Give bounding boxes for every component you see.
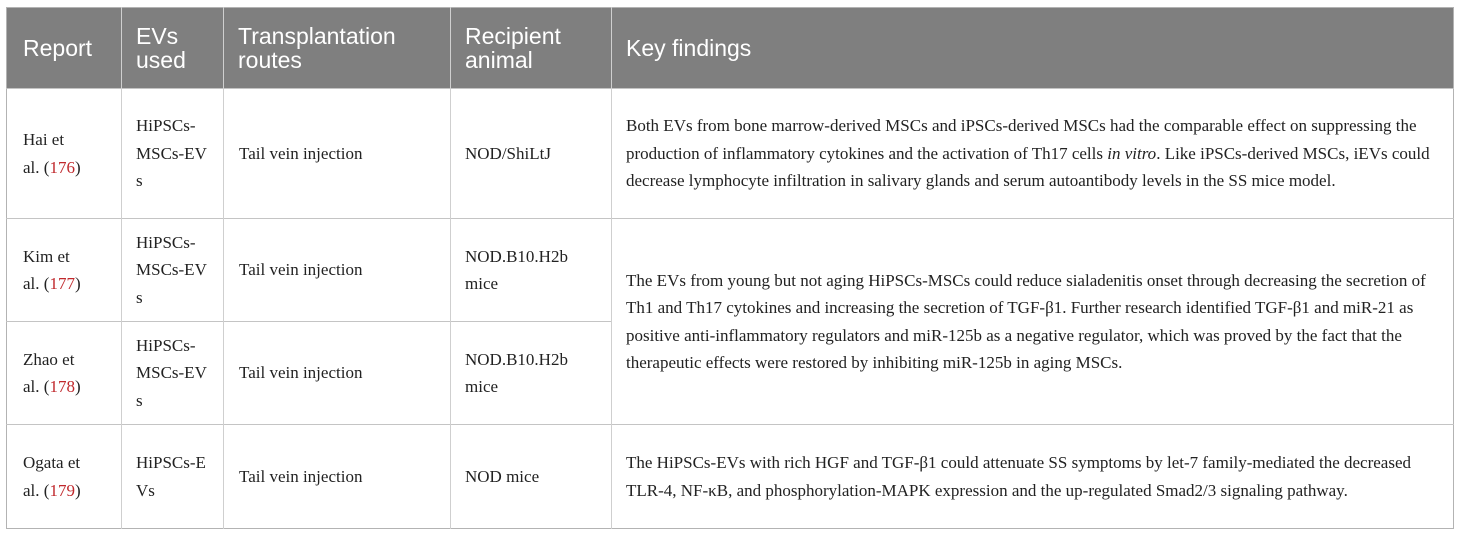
- findings-table: [6, 7, 1454, 529]
- report-cell: Kim et al. (177): [7, 219, 122, 322]
- header-evs-used: EVs used: [122, 8, 224, 89]
- evs-cell: HiPSCs-EVs: [122, 425, 224, 529]
- evs-cell: HiPSCs-MSCs-EVs: [122, 89, 224, 219]
- route-cell: Tail vein injection: [224, 322, 451, 425]
- evs-cell: HiPSCs-MSCs-EVs: [122, 322, 224, 425]
- findings-cell: Both EVs from bone marrow-derived MSCs and iPSCs-derived MSCs had the comparable effect on suppressing the production of inflammatory cytokines and the activation of Th17 cells in vitro. Like iPSCs-derived MSCs, iEVs could decrease lymphocyte infiltration in salivary glands and serum autoantibody levels in the SS mice model.: [612, 89, 1454, 219]
- report-name: Hai et al.: [23, 130, 65, 177]
- table-container: [6, 7, 1453, 529]
- report-name: Kim et al.: [23, 246, 70, 293]
- recipient-cell: NOD/ShiLtJ: [451, 89, 612, 219]
- report-name: Ogata et al.: [23, 453, 81, 500]
- route-cell: Tail vein injection: [224, 425, 451, 529]
- recipient-cell: NOD mice: [451, 425, 612, 529]
- findings-italic: in vitro: [1107, 143, 1157, 163]
- header-findings: Key findings: [612, 8, 1454, 89]
- findings-cell: The HiPSCs-EVs with rich HGF and TGF-β1 could attenuate SS symptoms by let-7 family-mediated the decreased TLR-4, NF-κB, and phosphorylation-MAPK expression and the up-regulated Smad2/3 signaling pathway.: [612, 425, 1454, 529]
- header-row: [7, 8, 1454, 89]
- report-cell: Ogata et al. (179): [7, 425, 122, 529]
- table-row: [7, 219, 1454, 322]
- findings-cell: The EVs from young but not aging HiPSCs-MSCs could reduce sialadenitis onset through decreasing the secretion of Th1 and Th17 cytokines and increasing the secretion of TGF-β1. Further research identified TGF-β1 and miR-21 as positive anti-inflammatory regulators and miR-125b as a negative regulator, which was proved by the fact that the therapeutic effects were restored by inhibiting miR-125b in aging MSCs.: [612, 219, 1454, 425]
- table-row: [7, 89, 1454, 219]
- report-cell: Hai et al. (176): [7, 89, 122, 219]
- reference-link[interactable]: 179: [49, 480, 75, 500]
- route-cell: Tail vein injection: [224, 219, 451, 322]
- route-cell: Tail vein injection: [224, 89, 451, 219]
- reference-link[interactable]: 178: [49, 377, 75, 396]
- recipient-cell: NOD.B10.H2b mice: [451, 219, 612, 322]
- header-report: Report: [7, 8, 122, 89]
- reference-link[interactable]: 177: [49, 274, 75, 293]
- header-routes: Transplantation routes: [224, 8, 451, 89]
- evs-cell: HiPSCs-MSCs-EVs: [122, 219, 224, 322]
- recipient-cell: NOD.B10.H2b mice: [451, 322, 612, 425]
- header-recipient: Recipient animal: [451, 8, 612, 89]
- table-row: [7, 425, 1454, 529]
- report-cell: Zhao et al. (178): [7, 322, 122, 425]
- report-name: Zhao et al.: [23, 349, 75, 396]
- reference-link[interactable]: 176: [49, 157, 75, 177]
